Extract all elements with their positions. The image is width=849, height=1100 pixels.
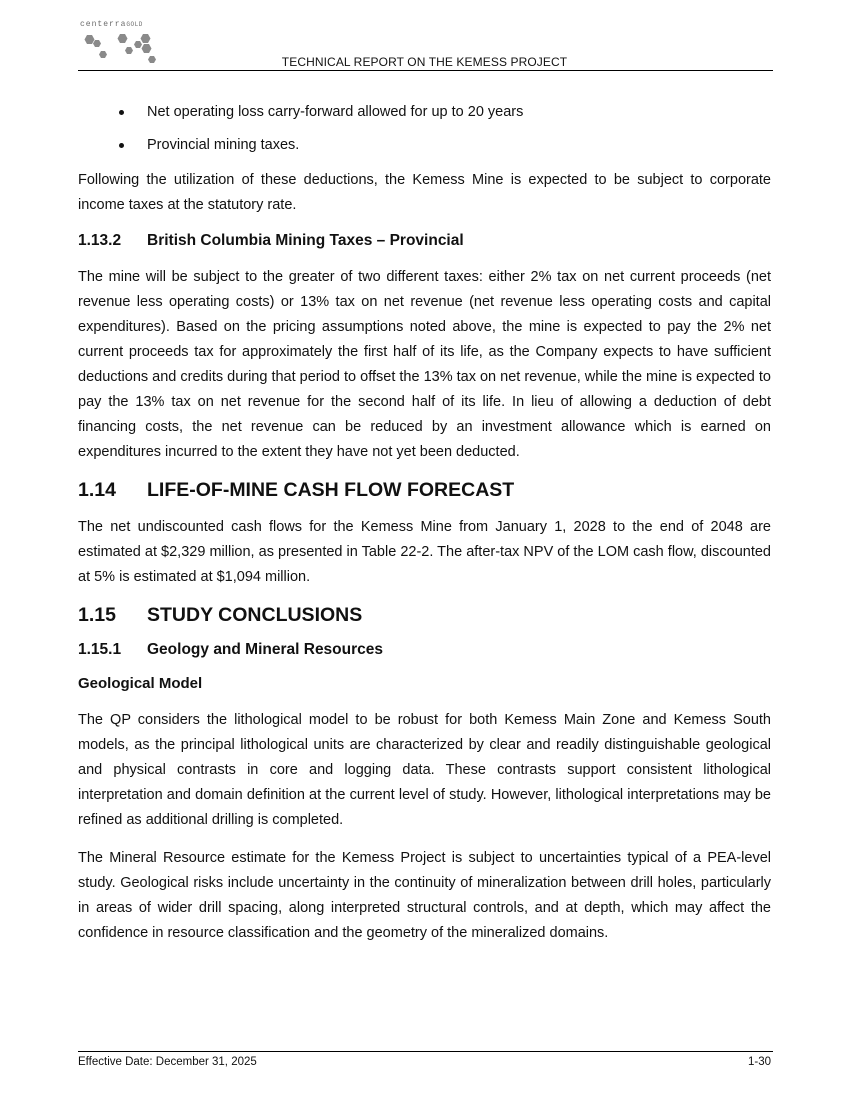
heading-1-14: [78, 478, 771, 502]
effective-date: Effective Date: December 31, 2025: [78, 1056, 257, 1068]
footer-rule: [78, 1051, 773, 1052]
subheading-geological-model: Geological Model: [78, 675, 203, 692]
list-item: Provincial mining taxes.: [78, 135, 771, 155]
heading-number: 1.15.1: [78, 641, 122, 658]
heading-number: 1.15: [78, 604, 116, 626]
report-title: TECHNICAL REPORT ON THE KEMESS PROJECT: [281, 55, 568, 69]
heading-text: British Columbia Mining Taxes – Provincial: [147, 232, 464, 249]
page-number: 1-30: [747, 1056, 771, 1068]
bullet-icon: [119, 143, 124, 148]
paragraph-lithological-model: The QP considers the lithological model to be robust for both Kemess Main Zone and Kemess South models, as the principal lithological units are characterized by clear and readily distinguishable geological and physical contrasts in core and logging data. These contrasts support consistent lithological interpretation and domain definition at the current level of study. However, lithological interpretations may be refined as additional drilling is completed.: [78, 712, 771, 828]
heading-1-13-2: [78, 231, 771, 251]
page-content: [78, 102, 771, 959]
paragraph-mining-taxes: The mine will be subject to the greater of two different taxes: either 2% tax on net current proceeds (net revenue less operating costs) or 13% tax on net revenue (net revenue less operating costs and capital expenditures). Based on the pricing assumptions noted above, the mine is expected to pay the 2% net current proceeds tax for approximately the first half of its life, as the Company expects to have sufficient deductions and credits during that period to offset the 13% tax on net revenue, while the mine is expected to pay the 13% tax on net revenue for the second half of its life. In lieu of allowing a deduction of debt financing costs, the net revenue can be reduced by an investment allowance which is earned on expenditures incurred to the extent they have not yet been deducted.: [78, 269, 771, 460]
list-item: Net operating loss carry-forward allowed for up to 20 years: [78, 102, 771, 122]
heading-number: 1.14: [78, 479, 116, 501]
heading-number: 1.13.2: [78, 232, 122, 249]
heading-1-15: [78, 603, 771, 627]
heading-text: Geology and Mineral Resources: [147, 641, 384, 658]
paragraph-corporate-tax: Following the utilization of these deductions, the Kemess Mine is expected to be subject to corporate income taxes at the statutory rate.: [78, 172, 771, 213]
paragraph-cash-flow: The net undiscounted cash flows for the Kemess Mine from January 1, 2028 to the end of 2048 are estimated at $2,329 million, as presented in Table 22-2. The after-tax NPV of the LOM cash flow, discounted at 5% is estimated at $1,094 million.: [78, 519, 771, 585]
logo-wordmark: centerraGOLD: [80, 20, 143, 29]
header-rule: [78, 70, 773, 71]
heading-text: LIFE-OF-MINE CASH FLOW FORECAST: [147, 479, 515, 501]
bullet-list: [78, 102, 771, 155]
heading-text: STUDY CONCLUSIONS: [147, 604, 363, 626]
bullet-icon: [119, 110, 124, 115]
paragraph-resource-uncertainty: The Mineral Resource estimate for the Kemess Project is subject to uncertainties typical of a PEA-level study. Geological risks include uncertainty in the continuity of mineralization between drill holes, particularly in areas of wider drill spacing, along interpreted structural controls, and at depth, which may affect the confidence in resource classification and the geometry of the mineralized domains.: [78, 850, 771, 941]
heading-1-15-1: [78, 640, 771, 660]
